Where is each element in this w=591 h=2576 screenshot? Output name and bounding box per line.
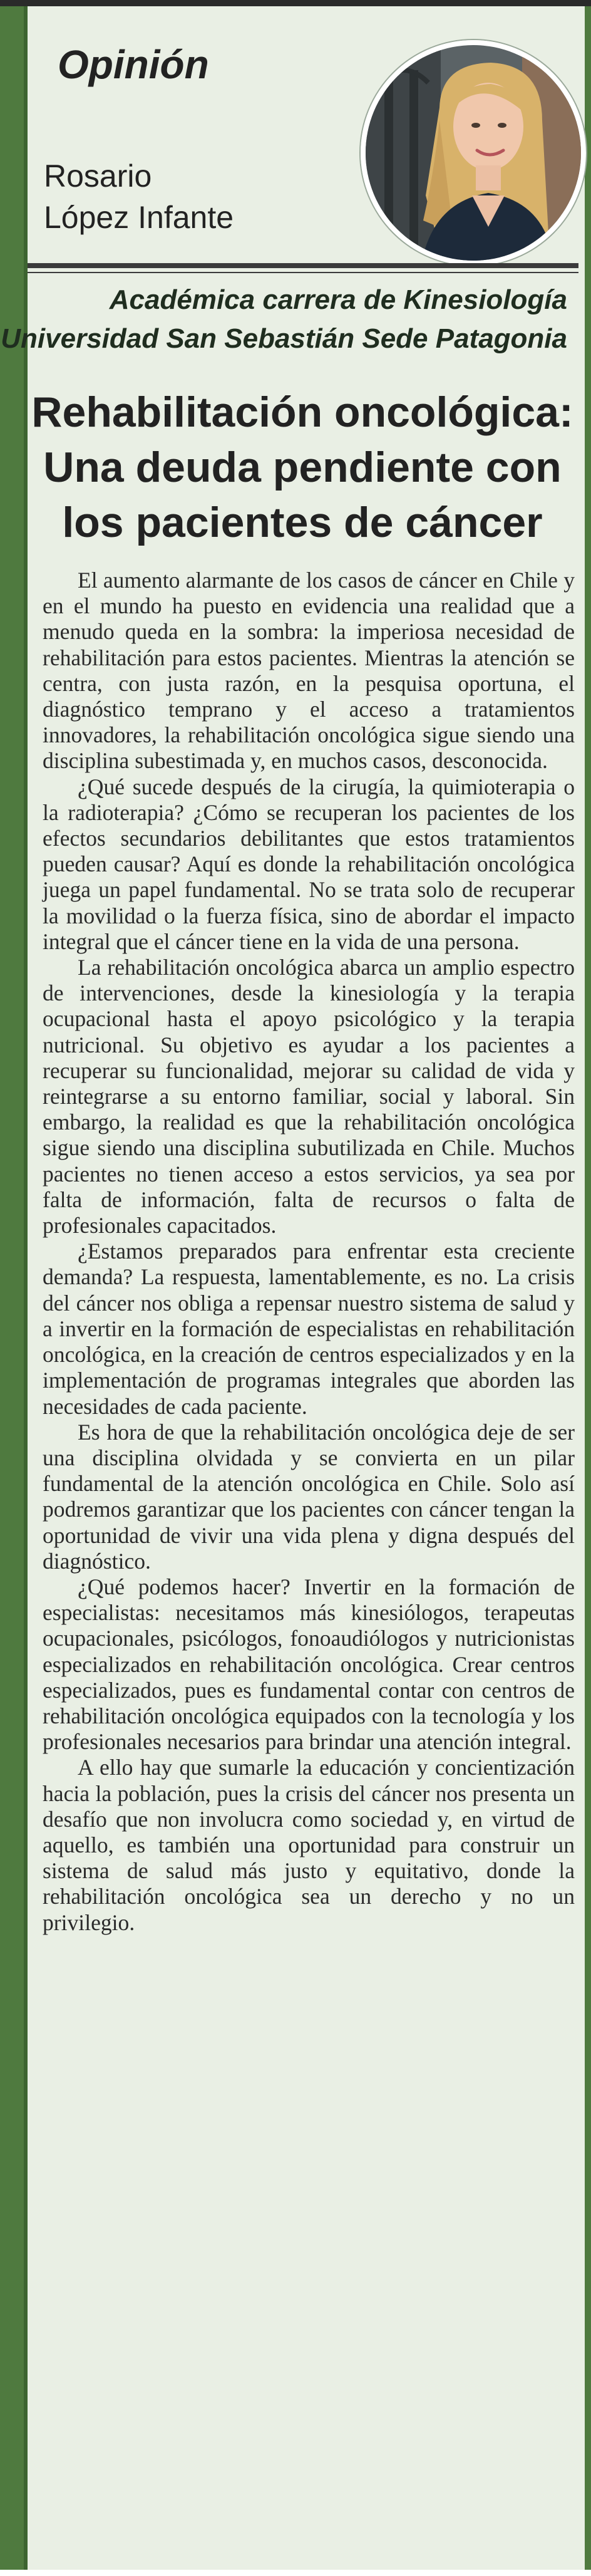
left-color-stripe — [0, 6, 24, 2570]
author-last-name: López Infante — [44, 200, 234, 235]
article-body — [43, 568, 575, 1936]
author-first-name: Rosario — [44, 158, 152, 194]
affiliation-institution: Universidad San Sebastián Sede Patagonia — [1, 323, 567, 354]
section-label: Opinión — [58, 42, 209, 87]
paragraph: ¿Qué sucede después de la cirugía, la quimioterapia o la radioterapia? ¿Cómo se recuperan los pacientes de los efectos secundarios debilitantes que estos tratamientos pueden causar? Aquí es donde la rehabilitación oncológica juega un papel fundamental. No se trata solo de recuperar la movilidad o la fuerza física, sino de abordar el impacto integral que el cáncer tiene en la vida de una persona. — [43, 774, 575, 954]
paragraph: A ello hay que sumarle la educación y concientización hacia la población, pues la crisis del cáncer nos presenta un desafío que non involucra como sociedad y, en virtud de aquello, es también una oportunidad para construir un sistema de salud más justo y equitativo, donde la rehabilitación oncológica sea un derecho y no un privilegio. — [43, 1755, 575, 1935]
header-rule-thin — [28, 272, 578, 273]
affiliation-role: Académica carrera de Kinesiología — [109, 284, 567, 315]
author-portrait-image — [366, 45, 581, 261]
header-rule-thick — [28, 263, 578, 268]
paragraph: El aumento alarmante de los casos de cáncer en Chile y en el mundo ha puesto en evidencia una realidad que a menudo queda en la sombra: la imperiosa necesidad de rehabilitación para estos pacientes. Mientras la atención se centra, con justa razón, en la pesquisa oportuna, el diagnóstico temprano y el acceso a tratamientos innovadores, la rehabilitación oncológica sigue siendo una disciplina subestimada y, en muchos casos, desconocida. — [43, 568, 575, 774]
paragraph: La rehabilitación oncológica abarca un amplio espectro de intervenciones, desde la kinesiología y la terapia ocupacional hasta el apoyo psicológico y la terapia nutricional. Su objetivo es ayudar a los pacientes a recuperar su funcionalidad, mejorar su calidad de vida y reintegrarse a su entorno familiar, social y laboral. Sin embargo, la realidad es que la rehabilitación oncológica sigue siendo una disciplina subutilizada en Chile. Muchos pacientes no tienen acceso a estos servicios, ya sea por falta de información, falta de recursos o falta de profesionales capacitados. — [43, 955, 575, 1239]
article-headline: Rehabilitación oncológica: Una deuda pendiente con los pacientes de cáncer — [31, 388, 573, 546]
author-affiliation — [1, 281, 567, 358]
paragraph: Es hora de que la rehabilitación oncológica deje de ser una disciplina olvidada y se convierta en un pilar fundamental de la atención oncológica en Chile. Solo así podremos garantizar que los pacientes con cáncer tengan la oportunidad de vivir una vida plena y digna después del diagnóstico. — [43, 1419, 575, 1574]
paragraph: ¿Estamos preparados para enfrentar esta creciente demanda? La respuesta, lamentablemente, es no. La crisis del cáncer nos obliga a repensar nuestro sistema de salud y a invertir en la formación de especialistas en rehabilitación oncológica, en la creación de centros especializados y en la implementación de programas integrales que aborden las necesidades de cada paciente. — [43, 1239, 575, 1419]
paragraph: ¿Qué podemos hacer? Invertir en la formación de especialistas: necesitamos más kinesiólogos, terapeutas ocupacionales, psicólogos, fonoaudiólogos y nutricionistas especializados en rehabilitación oncológica. Crear centros especializados, pues es fundamental contar con centros de rehabilitación oncológica equipados con la tecnología y los profesionales necesarios para brindar una atención integral. — [43, 1574, 575, 1755]
left-stripe-shadow — [24, 6, 28, 2570]
page-top-edge — [0, 0, 591, 6]
author-photo — [361, 40, 586, 266]
right-color-stripe — [585, 6, 591, 2570]
author-name — [44, 155, 234, 238]
